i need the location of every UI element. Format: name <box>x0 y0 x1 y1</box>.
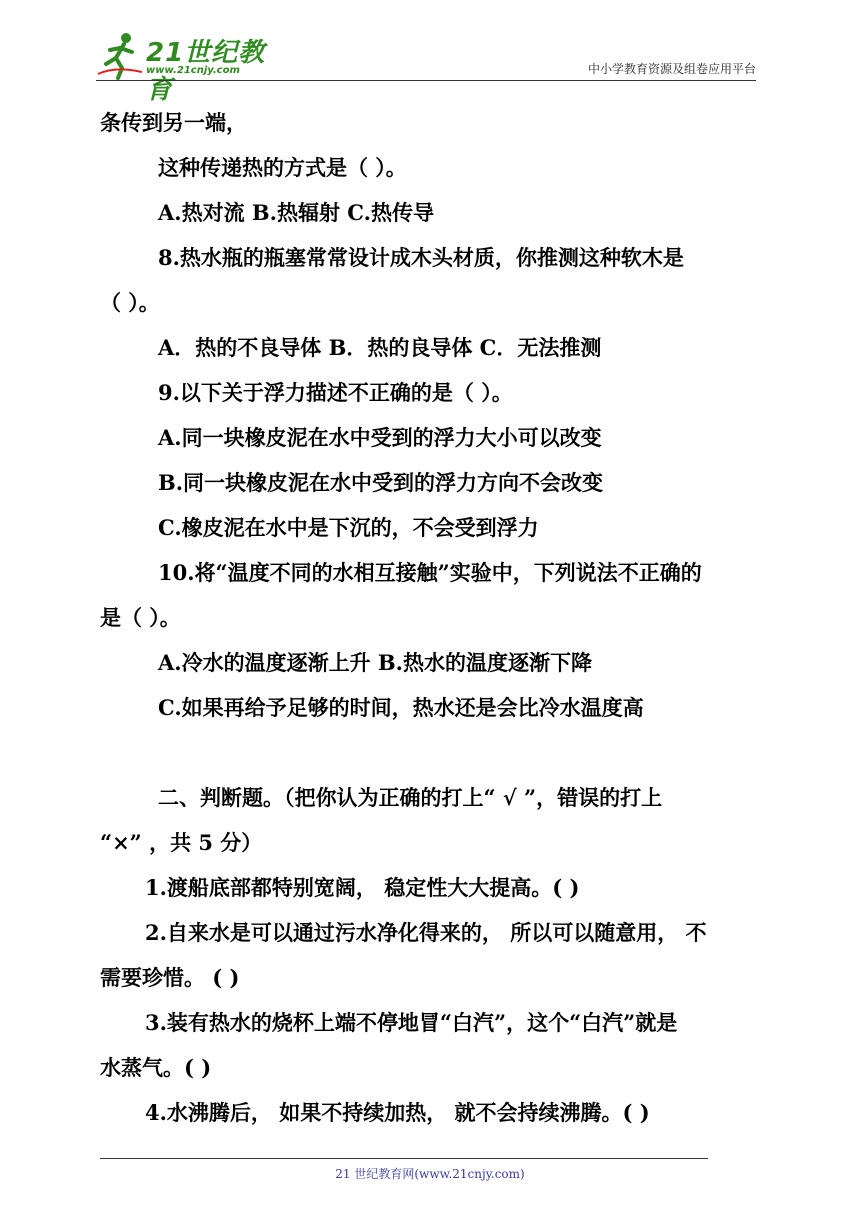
question-9: 9.以下关于浮力描述不正确的是（ ）。 <box>158 380 513 405</box>
header-divider <box>96 80 756 81</box>
text-line: 这种传递热的方式是（ ）。 <box>158 155 407 180</box>
runner-logo-icon <box>96 30 146 80</box>
logo <box>96 30 266 105</box>
logo-text: 21世纪教育 <box>146 38 266 105</box>
option-line: C.橡皮泥在水中是下沉的，不会受到浮力 <box>158 515 539 540</box>
logo-url: www.21cnjy.com <box>146 65 240 76</box>
option-line: C.如果再给予足够的时间，热水还是会比冷水温度高 <box>158 695 644 720</box>
judge-question-3: 3.装有热水的烧杯上端不停地冒“白汽”，这个“白汽”就是 <box>145 1010 678 1035</box>
text-line: 是（ ）。 <box>100 605 181 630</box>
judge-question-2: 2.自来水是可以通过污水净化得来的， 所以可以随意用， 不 <box>145 920 707 945</box>
document-body <box>100 100 764 1135</box>
text-line: 水蒸气。( ) <box>100 1055 212 1080</box>
spacer <box>100 730 764 775</box>
option-line: A.热对流 B.热辐射 C.热传导 <box>158 200 434 225</box>
page-header <box>0 0 860 105</box>
option-line: B.同一块橡皮泥在水中受到的浮力方向不会改变 <box>158 470 604 495</box>
option-line: A．热的不良导体 B．热的良导体 C．无法推测 <box>158 335 602 360</box>
option-line: A.冷水的温度逐渐上升 B.热水的温度逐渐下降 <box>158 650 592 675</box>
question-10: 10.将“温度不同的水相互接触”实验中，下列说法不正确的 <box>158 560 702 585</box>
page-footer: 21 世纪教育网(www.21cnjy.com) <box>335 1167 525 1181</box>
option-line: A.同一块橡皮泥在水中受到的浮力大小可以改变 <box>158 425 602 450</box>
text-line: 条传到另一端， <box>100 110 247 135</box>
judge-question-4: 4.水沸腾后， 如果不持续加热， 就不会持续沸腾。( ) <box>145 1100 650 1125</box>
section-2-title: 二、判断题。（把你认为正确的打上“ √ ”，错误的打上 <box>158 785 663 810</box>
section-2-title-cont: “×” ，共 5 分） <box>100 830 263 855</box>
platform-label: 中小学教育资源及组卷应用平台 <box>587 62 756 76</box>
judge-question-1: 1.渡船底部都特别宽阔， 稳定性大大提高。( ) <box>145 875 580 900</box>
footer-divider <box>100 1158 708 1159</box>
text-line: （ ）。 <box>100 290 160 315</box>
text-line: 需要珍惜。 ( ) <box>100 965 240 990</box>
question-8: 8.热水瓶的瓶塞常常设计成木头材质，你推测这种软木是 <box>158 245 684 270</box>
